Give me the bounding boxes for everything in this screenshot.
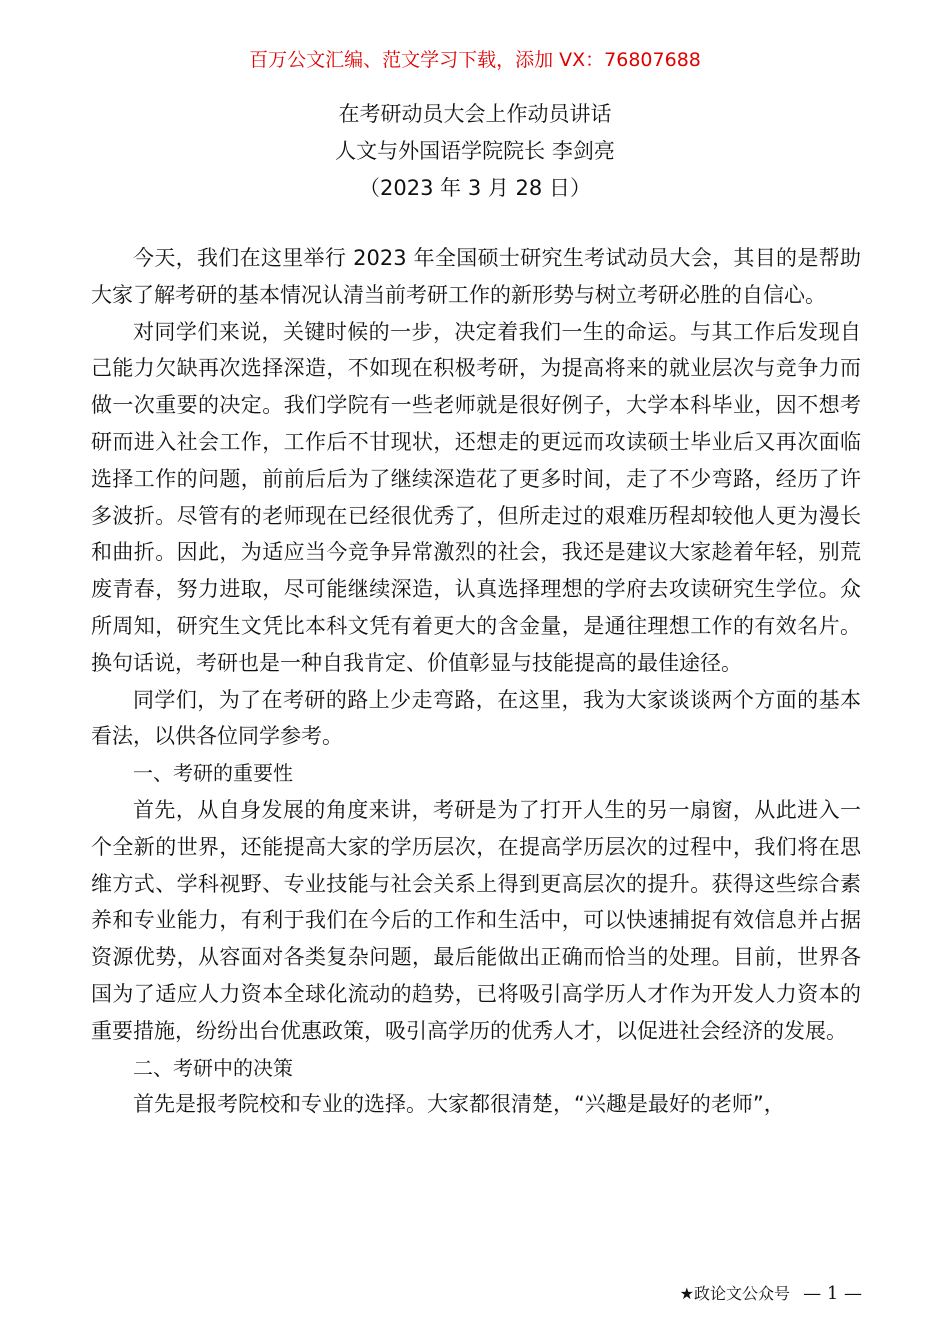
paragraph: 首先，从自身发展的角度来讲，考研是为了打开人生的另一扇窗，从此进入一个全新的世界，还能提高大家的学历层次，在提高学历层次的过程中，我们将在思维方式、学科视野、专业技能与社会关系上得到更高层次的提升。获得这些综合素养和专业能力，有利于我们在今后的工作和生活中，可以快速捕捉有效信息并占据资源优势，从容面对各类复杂问题，最后能做出正确而恰当的处理。目前，世界各国为了适应人力资本全球化流动的趋势，已将吸引高学历人才作为开发人力资本的重要措施，纷纷出台优惠政策，吸引高学历的优秀人才，以促进社会经济的发展。	[91, 797, 861, 1043]
paragraph: 今天，我们在这里举行 2023 年全国硕士研究生考试动员大会，其目的是帮助大家了解考研的基本情况认清当前考研工作的新形势与树立考研必胜的自信心。	[91, 246, 861, 307]
body-text	[91, 240, 861, 1123]
section-heading-1: 一、考研的重要性	[133, 761, 293, 786]
section-heading-2: 二、考研中的决策	[133, 1055, 293, 1080]
date-line: （2023 年 3 月 28 日）	[359, 176, 591, 200]
paragraph: 首先是报考院校和专业的选择。大家都很清楚，“兴趣是最好的老师”，	[133, 1092, 785, 1117]
paragraph: 对同学们来说，关键时候的一步，决定着我们一生的命运。与其工作后发现自己能力欠缺再次选择深造，不如现在积极考研，为提高将来的就业层次与竞争力而做一次重要的决定。我们学院有一些老师就是很好例子，大学本科毕业，因不想考研而进入社会工作，工作后不甘现状，还想走的更远而攻读硕士毕业后又再次面临选择工作的问题，前前后后为了继续深造花了更多时间，走了不少弯路，经历了许多波折。尽管有的老师现在已经很优秀了，但所走过的艰难历程却较他人更为漫长和曲折。因此，为适应当今竞争异常激烈的社会，我还是建议大家趁着年轻，别荒废青春，努力进取，尽可能继续深造，认真选择理想的学府去攻读研究生学位。众所周知，研究生文凭比本科文凭有着更大的含金量，是通往理想工作的有效名片。换句话说，考研也是一种自我肯定、价值彰显与技能提高的最佳途径。	[91, 319, 861, 675]
document-title: 在考研动员大会上作动员讲话	[338, 102, 612, 126]
page-number: — 1 —	[803, 1283, 862, 1304]
title-block	[0, 96, 950, 207]
page-footer	[680, 1282, 862, 1306]
header-note: 百万公文汇编、范文学习下载，添加 VX：76807688	[249, 49, 701, 71]
paragraph: 同学们，为了在考研的路上少走弯路，在这里，我为大家谈谈两个方面的基本看法，以供各位同学参考。	[91, 687, 861, 749]
author-line: 人文与外国语学院院长 李剑亮	[335, 139, 615, 163]
footer-source: ★政论文公众号	[679, 1284, 790, 1303]
